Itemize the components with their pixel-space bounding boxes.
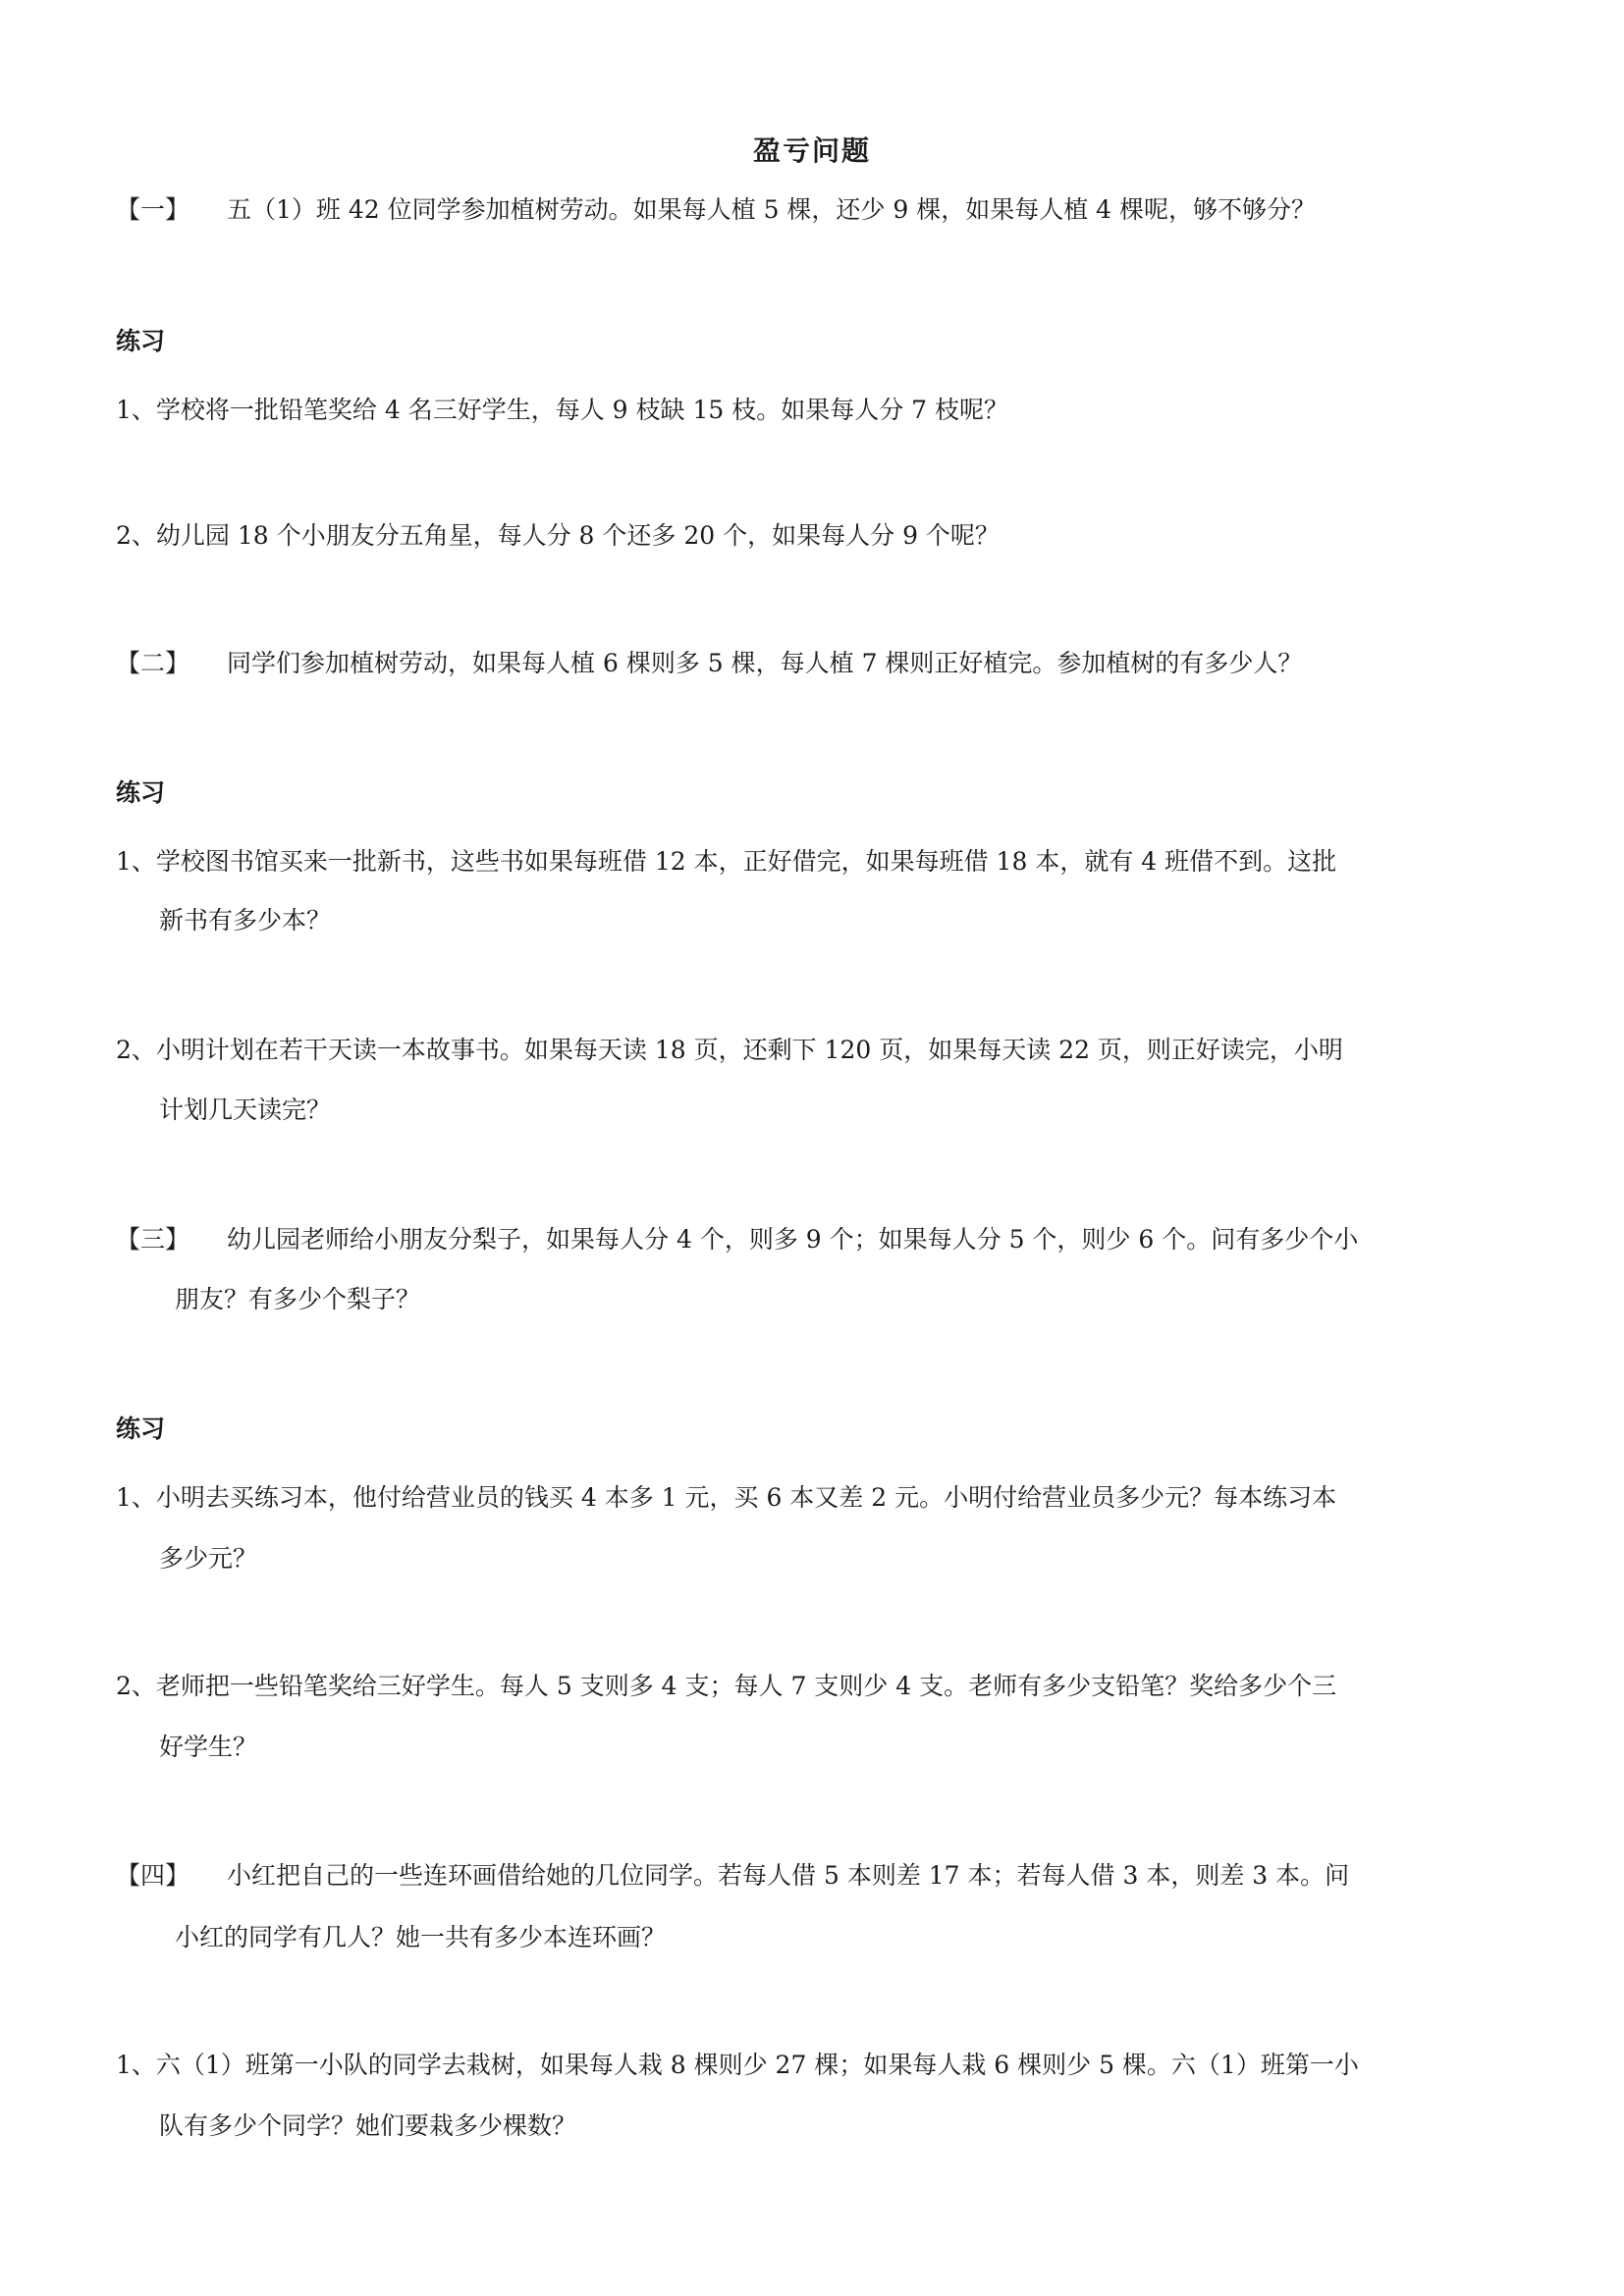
section-2-exercise-2-line-2: 计划几天读完？ (159, 1095, 332, 1124)
section-2-text: 同学们参加植树劳动，如果每人植 6 棵则多 5 棵，每人植 7 棵则正好植完。参加植树的有多少人？ (227, 649, 1303, 677)
section-4-marker: 【四】 (116, 1861, 190, 1890)
section-4-exercise-1-line-1: 1、六（1）班第一小队的同学去栽树，如果每人栽 8 棵则少 27 棵；如果每人栽 6 棵则少 5 棵。六（1）班第一小 (116, 2051, 1359, 2079)
section-1-exercise-2: 2、幼儿园 18 个小朋友分五角星，每人分 8 个还多 20 个，如果每人分 9 个呢？ (116, 521, 1000, 550)
section-4-text: 小红把自己的一些连环画借给她的几位同学。若每人借 5 本则差 17 本；若每人借 3 本，则差 3 本。问 (227, 1861, 1350, 1890)
section-3-text: 幼儿园老师给小朋友分梨子，如果每人分 4 个，则多 9 个；如果每人分 5 个，则少 6 个。问有多少个小 (227, 1225, 1359, 1254)
section-3-exercise-2-line-1: 2、老师把一些铅笔奖给三好学生。每人 5 支则多 4 支；每人 7 支则少 4 支。老师有多少支铅笔？奖给多少个三 (116, 1672, 1337, 1700)
section-2-practice-label: 练习 (116, 778, 166, 807)
section-1-marker: 【一】 (116, 195, 190, 224)
section-3-exercise-2-line-2: 好学生？ (159, 1733, 258, 1761)
section-2-exercise-1-line-2: 新书有多少本？ (159, 906, 332, 934)
section-3-problem (116, 1222, 1358, 1257)
section-4-problem (116, 1858, 1349, 1894)
section-1-practice-label: 练习 (116, 327, 166, 355)
section-3-exercise-1-line-1: 1、小明去买练习本，他付给营业员的钱买 4 本多 1 元，买 6 本又差 2 元。小明付给营业员多少元？每本练习本 (116, 1483, 1337, 1512)
section-4-problem-cont: 小红的同学有几人？她一共有多少本连环画？ (175, 1923, 667, 1951)
section-3-exercise-1-line-2: 多少元？ (159, 1544, 258, 1573)
section-1-problem (116, 192, 1316, 228)
section-1-text: 五（1）班 42 位同学参加植树劳动。如果每人植 5 棵，还少 9 棵，如果每人植 4 棵呢，够不够分？ (227, 195, 1317, 224)
section-4-exercise-1-line-2: 队有多少个同学？她们要栽多少棵数？ (159, 2111, 577, 2140)
page-title: 盈亏问题 (752, 134, 871, 167)
section-3-marker: 【三】 (116, 1225, 190, 1254)
section-2-exercise-1-line-1: 1、学校图书馆买来一批新书，这些书如果每班借 12 本，正好借完，如果每班借 18 本，就有 4 班借不到。这批 (116, 847, 1337, 876)
section-2-exercise-2-line-1: 2、小明计划在若干天读一本故事书。如果每天读 18 页，还剩下 120 页，如果每天读 22 页，则正好读完，小明 (116, 1036, 1343, 1064)
section-1-exercise-1: 1、学校将一批铅笔奖给 4 名三好学生，每人 9 枝缺 15 枝。如果每人分 7 枝呢？ (116, 396, 1009, 424)
section-3-problem-cont: 朋友？有多少个梨子？ (175, 1285, 421, 1313)
section-2-problem (116, 646, 1302, 681)
section-3-practice-label: 练习 (116, 1415, 166, 1443)
section-2-marker: 【二】 (116, 649, 190, 677)
